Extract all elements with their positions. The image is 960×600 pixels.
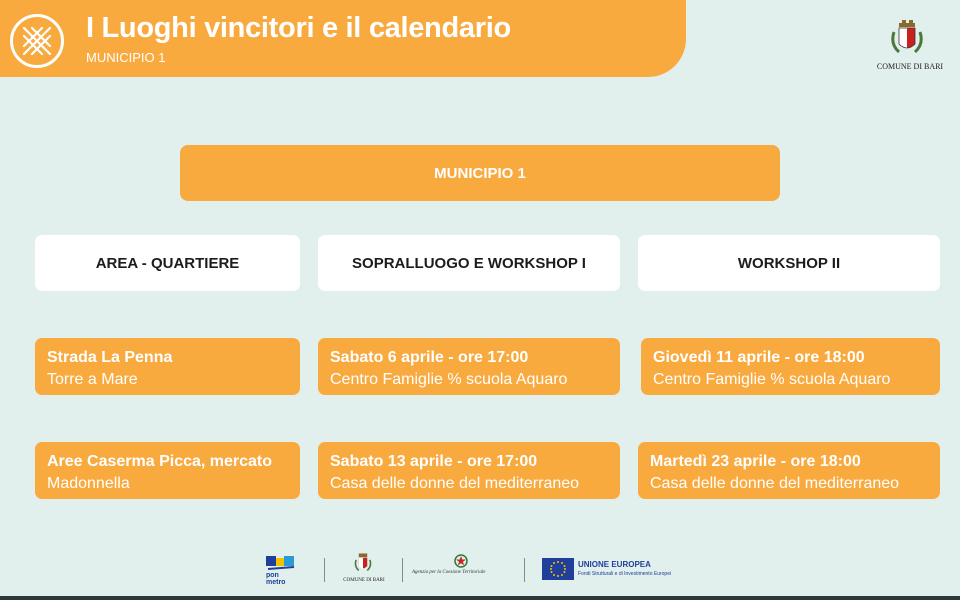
comune-crest-icon — [890, 18, 924, 58]
footer-divider — [402, 558, 403, 582]
area-place: Madonnella — [47, 475, 130, 492]
workshop-date: Martedì 23 aprile - ore 18:00 — [650, 453, 861, 470]
page-subtitle: MUNICIPIO 1 — [86, 50, 166, 65]
workshop-date: Giovedì 11 aprile - ore 18:00 — [653, 349, 865, 366]
workshop-1-card — [318, 442, 620, 499]
area-card — [35, 442, 300, 499]
eu-subtitle: Fondi Strutturali e di Investimento Europei — [578, 571, 672, 577]
footer-logos — [0, 548, 960, 594]
area-place: Torre a Mare — [47, 371, 138, 388]
workshop-date: Sabato 13 aprile - ore 17:00 — [330, 453, 538, 470]
comune-label: COMUNE DI BARI — [876, 62, 944, 71]
republic-emblem-icon — [454, 554, 468, 568]
bottom-border — [0, 596, 960, 600]
column-header-workshop-1: SOPRALLUOGO E WORKSHOP I — [318, 235, 620, 291]
eu-title: UNIONE EUROPEA — [578, 560, 651, 569]
comune-crest-small-icon — [354, 552, 372, 574]
eu-flag-icon — [542, 558, 574, 580]
municipio-banner: MUNICIPIO 1 — [180, 145, 780, 201]
area-name: Strada La Penna — [47, 349, 173, 366]
workshop-2-card — [638, 442, 940, 499]
page-title: I Luoghi vincitori e il calendario — [86, 12, 511, 44]
agenzia-label: Agenzia per la Coesione Territoriale — [412, 570, 486, 575]
comune-footer-label: COMUNE DI BARI — [343, 578, 385, 583]
workshop-date: Sabato 6 aprile - ore 17:00 — [330, 349, 529, 366]
project-logo-icon — [10, 14, 64, 68]
column-header-workshop-2: WORKSHOP II — [638, 235, 940, 291]
workshop-1-card — [318, 338, 620, 395]
footer-divider — [524, 558, 525, 582]
area-name: Aree Caserma Picca, mercato — [47, 453, 273, 470]
workshop-place: Centro Famiglie % scuola Aquaro — [330, 371, 568, 388]
column-header-area: AREA - QUARTIERE — [35, 235, 300, 291]
workshop-place: Casa delle donne del mediterraneo — [330, 475, 580, 492]
workshop-place: Casa delle donne del mediterraneo — [650, 475, 900, 492]
footer-divider — [324, 558, 325, 582]
workshop-place: Centro Famiglie % scuola Aquaro — [653, 371, 891, 388]
workshop-2-card — [641, 338, 940, 395]
header-bar — [0, 0, 686, 77]
area-card — [35, 338, 300, 395]
pon-metro-label: pon metro — [266, 572, 286, 586]
